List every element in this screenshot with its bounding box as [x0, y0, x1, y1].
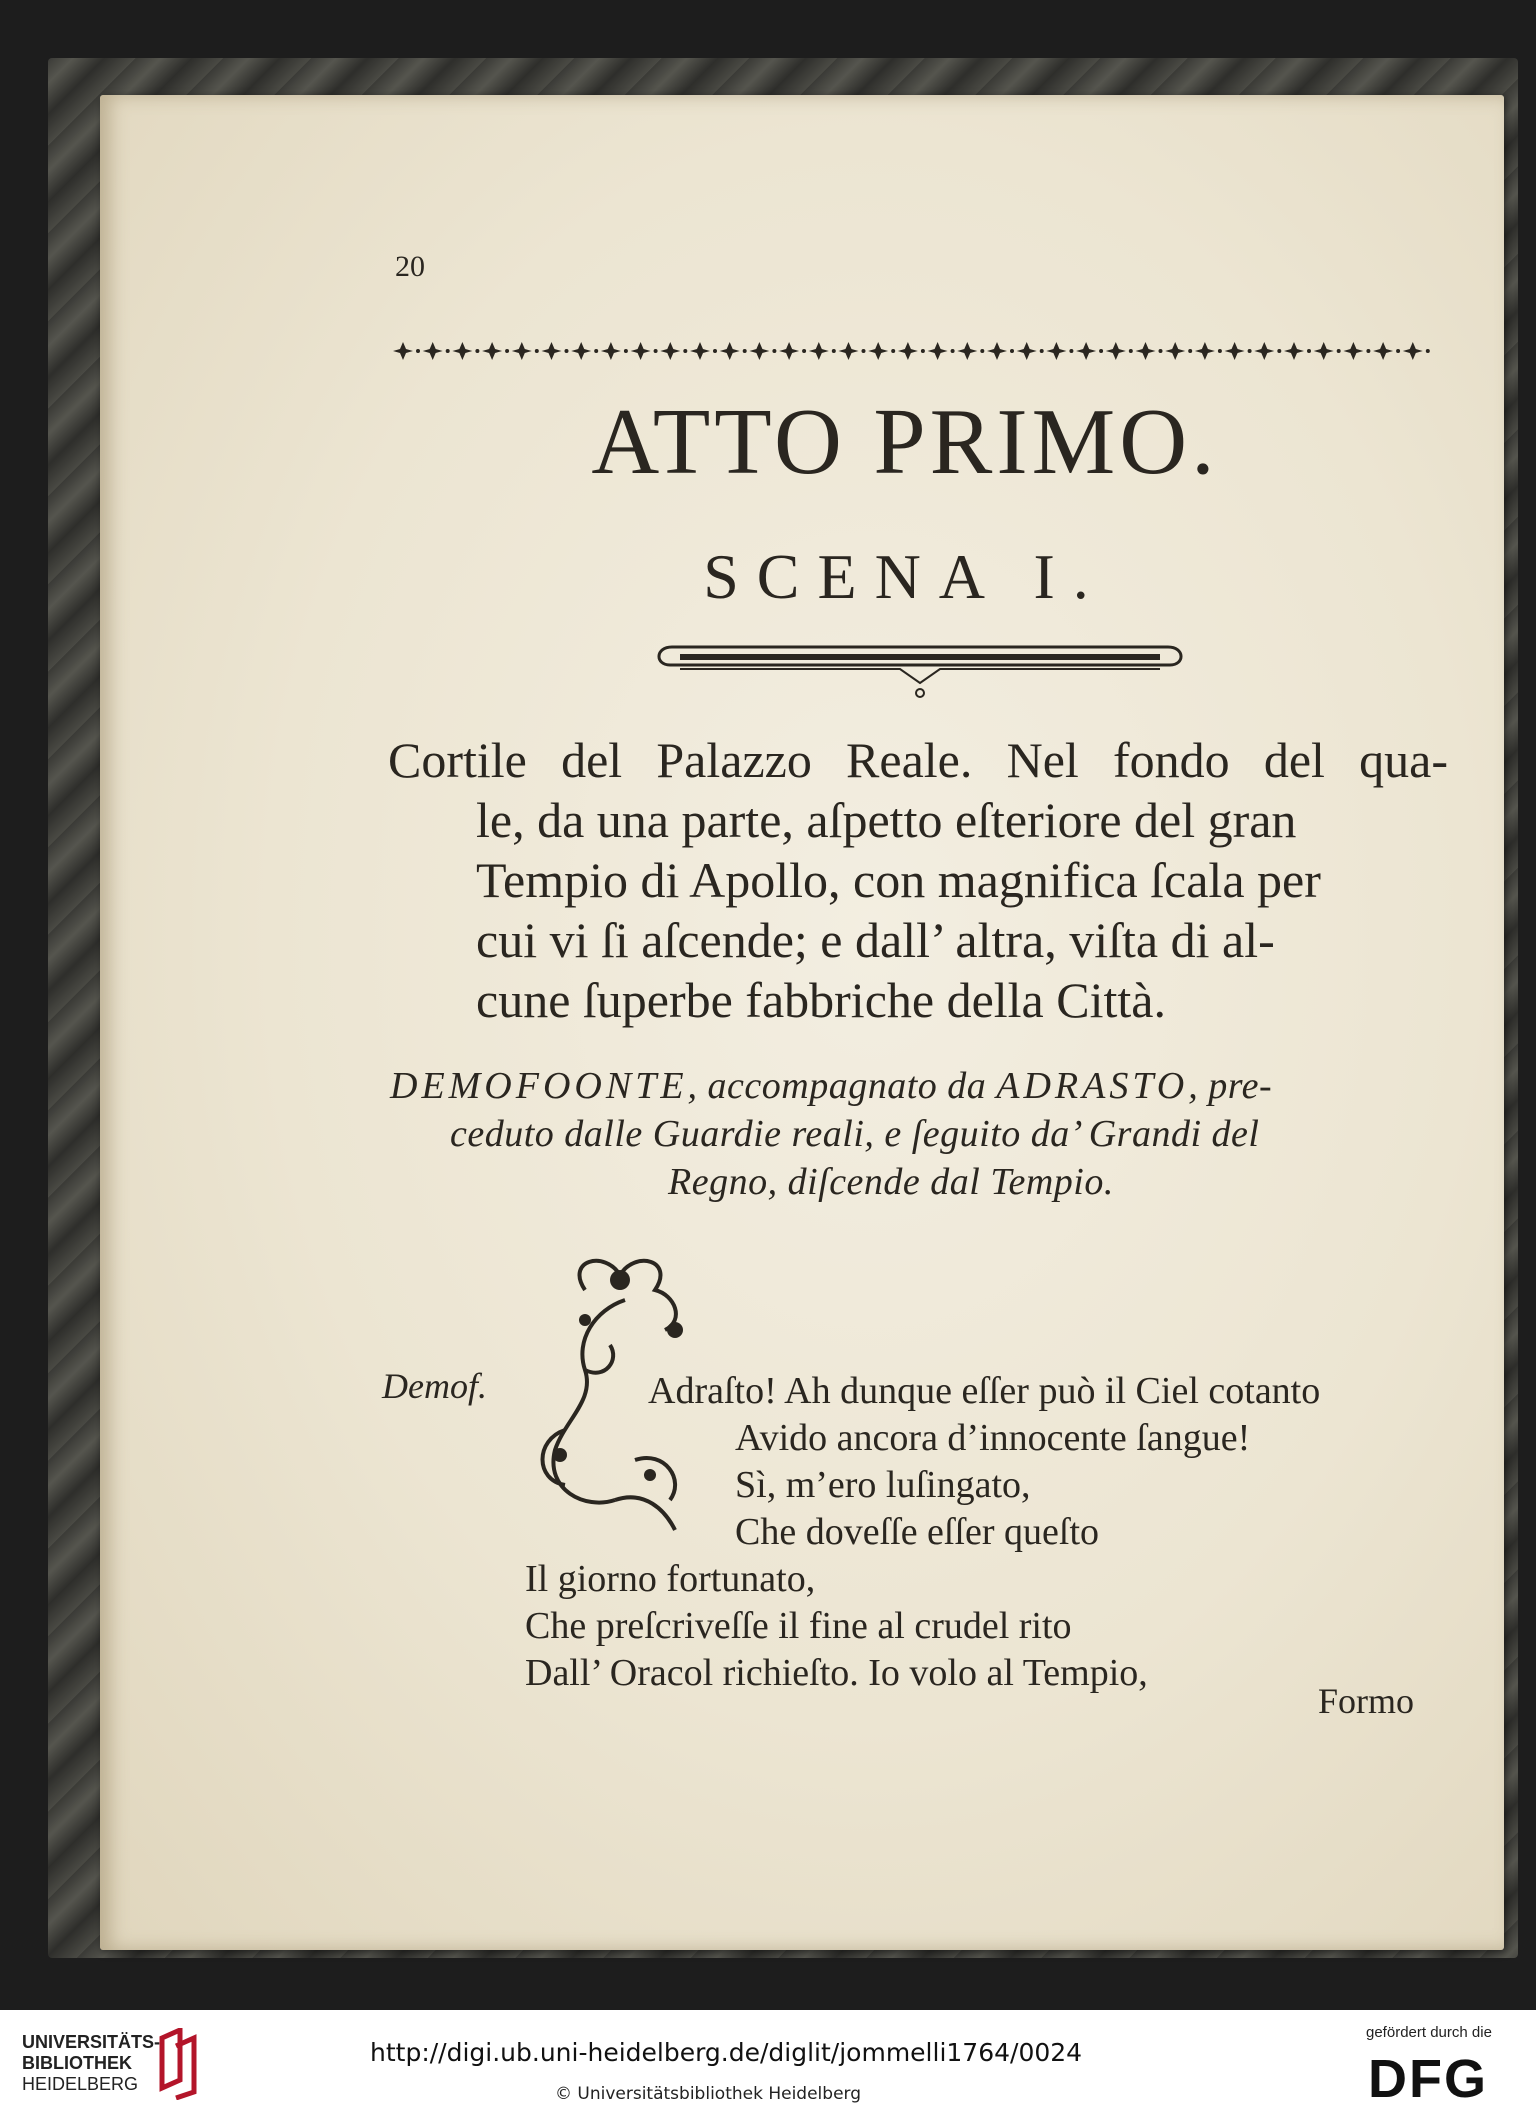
- character-name: DEMOFOONTE: [390, 1065, 688, 1107]
- ornament-dot: [1307, 349, 1311, 353]
- library-name: BIBLIOTHEK: [22, 2053, 132, 2073]
- fleuron-ornament: [1343, 342, 1363, 360]
- fleuron-ornament: [542, 342, 562, 360]
- fleuron-ornament: [749, 342, 769, 360]
- fleuron-ornament: [779, 342, 799, 360]
- verse-line: Sì, m’ero luſingato,: [735, 1464, 1031, 1506]
- ornament-dot: [1129, 349, 1133, 353]
- ornament-dot: [1277, 349, 1281, 353]
- character-name: ADRASTO: [996, 1065, 1189, 1107]
- fleuron-ornament: [868, 342, 888, 360]
- stage-direction-line: ceduto dalle Guardie reali, e ſeguito da’ Grandi del: [450, 1113, 1260, 1155]
- scene-title: SCENA I.: [703, 541, 1107, 612]
- ornament-dot: [1099, 349, 1103, 353]
- ornament-dot: [743, 349, 747, 353]
- setting-line: cui vi ſi aſcende; e dall’ altra, viſta di al-: [476, 912, 1275, 968]
- stage-direction-text: , accompagnato da: [687, 1065, 997, 1107]
- fleuron-ornament: [1076, 342, 1096, 360]
- stage-direction-line: Regno, diſcende dal Tempio.: [668, 1161, 1114, 1203]
- fleuron-ornament: [571, 342, 591, 360]
- stage-direction-line: [390, 1062, 1450, 1110]
- fleuron-ornament: [1017, 342, 1037, 360]
- ornament-dot: [1396, 349, 1400, 353]
- fleuron-ornament: [720, 342, 740, 360]
- fleuron-ornament: [987, 342, 1007, 360]
- fleuron-ornament: [1106, 342, 1126, 360]
- ornament-dot: [683, 349, 687, 353]
- fleuron-ornament: [1136, 342, 1156, 360]
- fleuron-ornament: [512, 342, 532, 360]
- fleuron-ornament: [393, 342, 413, 360]
- speaker-name: Demof.: [382, 1366, 487, 1406]
- ornament-dot: [1188, 349, 1192, 353]
- ornament-dot: [505, 349, 509, 353]
- ornament-dot: [1218, 349, 1222, 353]
- fleuron-ornament: [690, 342, 710, 360]
- fleuron-ornament: [423, 342, 443, 360]
- fleuron-ornament: [928, 342, 948, 360]
- setting-line: Tempio di Apollo, con magnifica ſcala per: [476, 852, 1321, 908]
- ornament-dot: [891, 349, 895, 353]
- ornament-dot: [951, 349, 955, 353]
- ornament-dot: [446, 349, 450, 353]
- ornament-dot: [594, 349, 598, 353]
- ornament-dot: [654, 349, 658, 353]
- setting-line: le, da una parte, aſpetto eſteriore del gran: [476, 792, 1297, 848]
- fleuron-ornament: [1225, 342, 1245, 360]
- ornament-dot: [1366, 349, 1370, 353]
- fleuron-ornament: [957, 342, 977, 360]
- printers-ornament-border: [388, 336, 1446, 366]
- ornament-dot: [1159, 349, 1163, 353]
- funding-caption: gefördert durch die: [1366, 2024, 1492, 2041]
- fleuron-ornament: [1284, 342, 1304, 360]
- fleuron-ornament: [452, 342, 472, 360]
- page-number: 20: [395, 250, 425, 283]
- ornament-dot: [475, 349, 479, 353]
- ornament-dot: [772, 349, 776, 353]
- viewer-footer: [0, 2010, 1536, 2117]
- ornament-dot: [535, 349, 539, 353]
- fleuron-ornament: [809, 342, 829, 360]
- fleuron-ornament: [1314, 342, 1334, 360]
- verse-line: Adraſto! Ah dunque eſſer può il Ciel cotanto: [648, 1370, 1321, 1412]
- fleuron-ornament: [1254, 342, 1274, 360]
- ornament-dot: [832, 349, 836, 353]
- ornament-dot: [862, 349, 866, 353]
- catchword: Formo: [1318, 1681, 1415, 1721]
- verse-line: Dall’ Oracol richieſto. Io volo al Tempio,: [525, 1652, 1148, 1694]
- fleuron-ornament: [839, 342, 859, 360]
- library-name: HEIDELBERG: [22, 2074, 139, 2094]
- verse-line: Il giorno fortunato,: [525, 1558, 816, 1600]
- ornament-dot: [1040, 349, 1044, 353]
- permalink-url[interactable]: http://digi.ub.uni-heidelberg.de/diglit/jommelli1764/0024: [370, 2038, 1083, 2067]
- copyright-notice: © Universitätsbibliothek Heidelberg: [555, 2084, 862, 2104]
- ornament-dot: [1337, 349, 1341, 353]
- verse-line: Che preſcriveſſe il fine al crudel rito: [525, 1605, 1072, 1647]
- fleuron-ornament: [1403, 342, 1423, 360]
- library-name: UNIVERSITÄTS-: [22, 2032, 161, 2052]
- dfg-logo: DFG: [1368, 2049, 1488, 2109]
- stage-direction: [390, 1062, 1450, 1206]
- fleuron-ornament: [482, 342, 502, 360]
- ornament-dot: [980, 349, 984, 353]
- fleuron-ornament: [631, 342, 651, 360]
- library-logo-text: [22, 2032, 160, 2095]
- ornament-dot: [1426, 349, 1430, 353]
- ornament-dot: [713, 349, 717, 353]
- ornament-dot: [624, 349, 628, 353]
- fleuron-ornament: [1046, 342, 1066, 360]
- setting-line: Cortile del Palazzo Reale. Nel fondo del qua-: [388, 732, 1448, 788]
- library-logo-icon: [152, 2028, 202, 2100]
- fleuron-ornament: [1195, 342, 1215, 360]
- stage-direction-text: , pre-: [1188, 1065, 1273, 1107]
- ornament-dot: [1010, 349, 1014, 353]
- ornament-dot: [921, 349, 925, 353]
- ornament-dot: [1248, 349, 1252, 353]
- fleuron-ornament: [601, 342, 621, 360]
- fleuron-ornament: [1165, 342, 1185, 360]
- ornament-dot: [802, 349, 806, 353]
- verse-line: Che doveſſe eſſer queſto: [735, 1511, 1100, 1553]
- fleuron-ornament: [1373, 342, 1393, 360]
- ornament-dot: [565, 349, 569, 353]
- scene-setting-description: [388, 730, 1448, 1030]
- decorative-rule-ornament: [650, 635, 1190, 705]
- verse-line: Avido ancora d’innocente ſangue!: [735, 1417, 1251, 1459]
- fleuron-ornament: [660, 342, 680, 360]
- ornament-dot: [416, 349, 420, 353]
- ornament-dot: [1069, 349, 1073, 353]
- fleuron-ornament: [898, 342, 918, 360]
- setting-line: cune ſuperbe fabbriche della Città.: [476, 972, 1166, 1028]
- act-title: ATTO PRIMO.: [591, 390, 1219, 494]
